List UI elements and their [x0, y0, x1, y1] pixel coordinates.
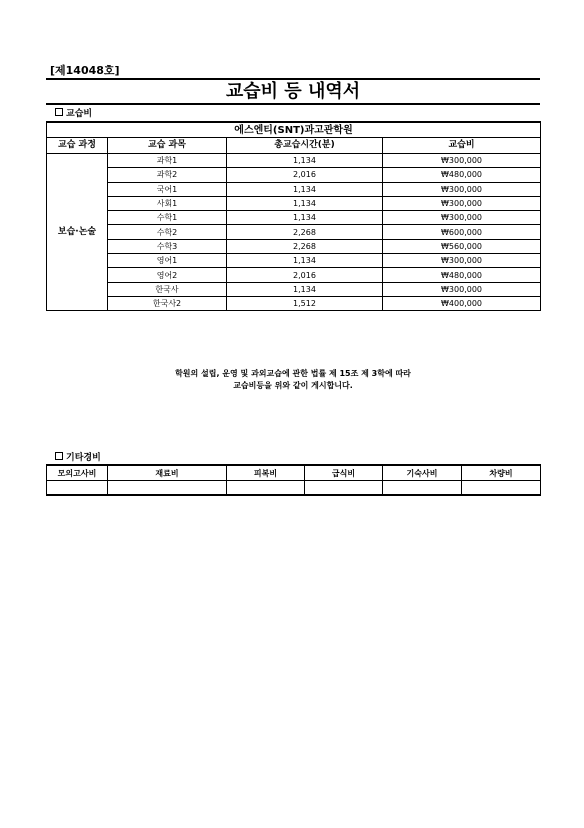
minutes-cell: 1,134	[227, 211, 383, 225]
notice-line-1: 학원의 설립, 운영 및 과외교습에 관한 법률 제 15조 제 3학에 따라	[175, 369, 411, 378]
minutes-cell: 1,134	[227, 282, 383, 296]
subject-cell: 한국사	[108, 282, 227, 296]
fee-cell: ₩300,000	[383, 211, 541, 225]
minutes-cell: 1,134	[227, 154, 383, 168]
minutes-cell: 1,134	[227, 196, 383, 210]
table-row	[47, 154, 541, 168]
minutes-cell: 2,016	[227, 168, 383, 182]
table-row	[47, 282, 541, 296]
section-other-label: 기타경비	[66, 453, 101, 463]
header-course: 교습 과정	[47, 138, 108, 154]
tuition-table	[46, 121, 541, 311]
table-header-row	[47, 465, 541, 481]
minutes-cell: 2,268	[227, 239, 383, 253]
table-row	[47, 168, 541, 182]
section-tuition-label: 교습비	[66, 109, 93, 119]
table-row	[47, 481, 541, 496]
fee-cell: ₩300,000	[383, 254, 541, 268]
subject-cell: 수학3	[108, 239, 227, 253]
checkbox-icon	[55, 452, 63, 460]
vehicle-fee-cell	[462, 481, 541, 496]
header-vehicle-fee: 차량비	[462, 465, 541, 481]
section-tuition-heading	[55, 108, 92, 119]
fee-cell: ₩400,000	[383, 296, 541, 310]
table-row	[47, 182, 541, 196]
header-meal-fee: 급식비	[305, 465, 383, 481]
section-other-heading	[55, 452, 101, 463]
table-row	[47, 239, 541, 253]
checkbox-icon	[55, 108, 63, 116]
table-header-row	[47, 138, 541, 154]
subject-cell: 사회1	[108, 196, 227, 210]
table-row	[47, 211, 541, 225]
top-rule	[46, 78, 540, 80]
table-row	[47, 225, 541, 239]
header-fee: 교습비	[383, 138, 541, 154]
table-row	[47, 254, 541, 268]
header-material-fee: 재료비	[108, 465, 227, 481]
minutes-cell: 1,134	[227, 254, 383, 268]
material-fee-cell	[108, 481, 227, 496]
minutes-cell: 2,268	[227, 225, 383, 239]
minutes-cell: 1,512	[227, 296, 383, 310]
academy-name: 에스엔티(SNT)과고관학원	[47, 122, 541, 138]
minutes-cell: 2,016	[227, 268, 383, 282]
table-row	[47, 268, 541, 282]
subject-cell: 한국사2	[108, 296, 227, 310]
academy-name-row	[47, 122, 541, 138]
table-row	[47, 296, 541, 310]
subject-cell: 영어2	[108, 268, 227, 282]
subject-cell: 국어1	[108, 182, 227, 196]
header-clothing-fee: 피복비	[227, 465, 305, 481]
mock-exam-fee-cell	[47, 481, 108, 496]
table-row	[47, 196, 541, 210]
header-dormitory-fee: 기숙사비	[383, 465, 462, 481]
dormitory-fee-cell	[383, 481, 462, 496]
subject-cell: 영어1	[108, 254, 227, 268]
fee-cell: ₩480,000	[383, 168, 541, 182]
fee-cell: ₩300,000	[383, 182, 541, 196]
other-expenses-table	[46, 464, 541, 496]
notice-line-2: 교습비등을 위와 같이 게시합니다.	[233, 381, 353, 390]
course-cell: 보습·논술	[47, 154, 108, 311]
subject-cell: 과학1	[108, 154, 227, 168]
subject-cell: 수학1	[108, 211, 227, 225]
header-total-minutes: 총교습시간(분)	[227, 138, 383, 154]
header-subject: 교습 과목	[108, 138, 227, 154]
fee-cell: ₩300,000	[383, 154, 541, 168]
clothing-fee-cell	[227, 481, 305, 496]
meal-fee-cell	[305, 481, 383, 496]
fee-cell: ₩300,000	[383, 282, 541, 296]
title-rule	[46, 103, 540, 105]
minutes-cell: 1,134	[227, 182, 383, 196]
fee-cell: ₩300,000	[383, 196, 541, 210]
page-title: 교습비 등 내역서	[225, 81, 361, 102]
subject-cell: 수학2	[108, 225, 227, 239]
fee-cell: ₩480,000	[383, 268, 541, 282]
subject-cell: 과학2	[108, 168, 227, 182]
document-number: [제14048호]	[50, 64, 120, 77]
fee-cell: ₩600,000	[383, 225, 541, 239]
fee-cell: ₩560,000	[383, 239, 541, 253]
header-mock-exam-fee: 모의고사비	[47, 465, 108, 481]
